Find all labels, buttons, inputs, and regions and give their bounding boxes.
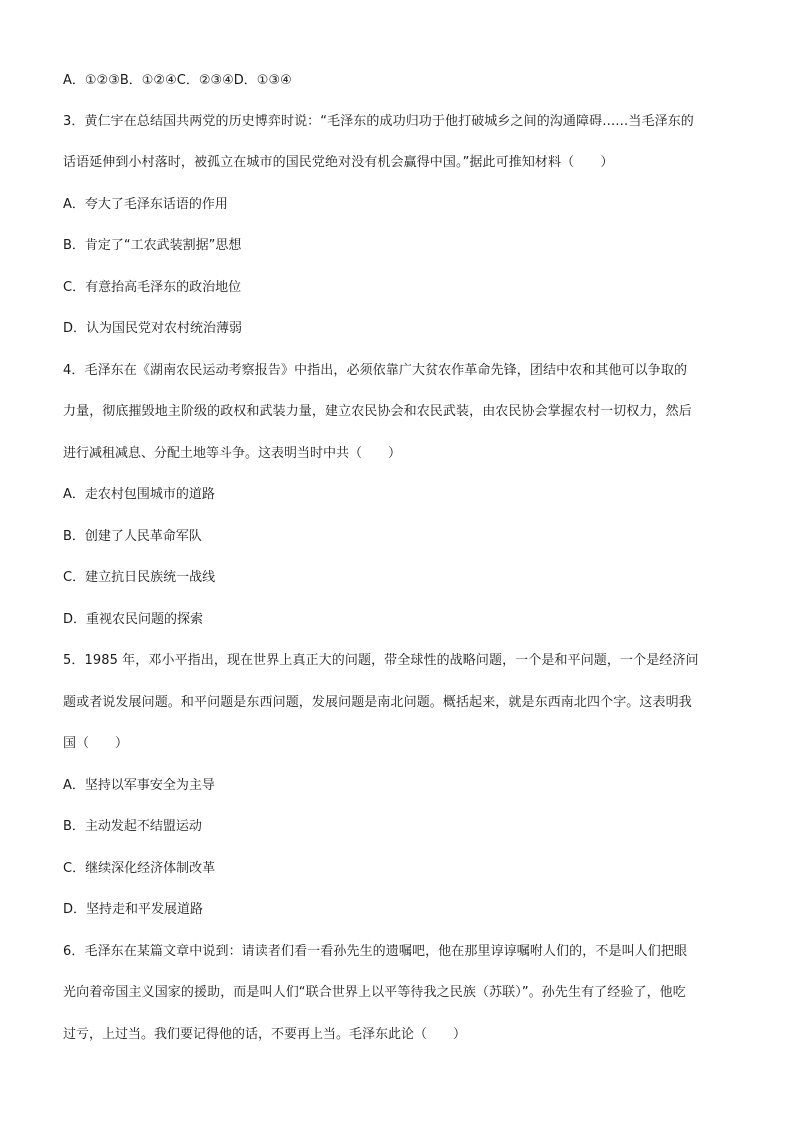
q5-option-a: A．坚持以军事安全为主导 (63, 778, 215, 793)
q4-option-b: B．创建了人民革命军队 (63, 529, 202, 544)
q5-stem-line-2: 题或者说发展问题。和平问题是东西问题，发展问题是南北问题。概括起来，就是东西南北四个字。这表明我 (63, 695, 692, 710)
q5-option-b: B．主动发起不结盟运动 (63, 819, 202, 834)
q6-stem-line-3: 过亏，上过当。我们要记得他的话，不要再上当。毛泽东此论（ ） (63, 1027, 467, 1042)
q4-option-a: A．走农村包围城市的道路 (63, 487, 215, 502)
q4-option-c: C．建立抗日民族统一战线 (63, 570, 216, 585)
q3-option-b: B．肯定了“工农武装割据”思想 (63, 238, 242, 253)
q4-option-d: D．重视农民问题的探索 (63, 612, 204, 627)
q2-options: A．①②③B．①②④C．②③④D．①③④ (63, 73, 292, 88)
q6-stem-line-1: 6．毛泽东在某篇文章中说到：请读者们看一看孙先生的遗嘱吧，他在那里谆谆嘱咐人们的，不是叫人们把眼 (63, 944, 688, 959)
q4-stem-line-2: 力量，彻底摧毁地主阶级的政权和武装力量，建立农民协会和农民武装，由农民协会掌握农村一切权力，然后 (63, 404, 692, 419)
q3-option-c: C．有意抬高毛泽东的政治地位 (63, 280, 242, 295)
q3-stem-line-2: 话语延伸到小村落时，被孤立在城市的国民党绝对没有机会赢得中国。”据此可推知材料（ ） (63, 155, 614, 170)
q6-stem-line-2: 光向着帝国主义国家的援助，而是叫人们“联合世界上以平等待我之民族（苏联）”。孙先生有了经验了，他吃 (63, 985, 686, 1000)
q5-option-d: D．坚持走和平发展道路 (63, 902, 204, 917)
q4-stem-line-3: 进行减租减息、分配土地等斗争。这表明当时中共（ ） (63, 446, 402, 461)
q3-stem-line-1: 3．黄仁宇在总结国共两党的历史博弈时说：“毛泽东的成功归功于他打破城乡之间的沟通障碍……当毛泽东的 (63, 114, 694, 129)
q4-stem-line-1: 4．毛泽东在《湖南农民运动考察报告》中指出，必须依靠广大贫农作革命先锋，团结中农和其他可以争取的 (63, 363, 688, 378)
q5-option-c: C．继续深化经济体制改革 (63, 861, 216, 876)
q5-stem-line-1: 5．1985 年，邓小平指出，现在世界上真正大的问题，带全球性的战略问题，一个是和平问题，一个是经济问 (63, 653, 699, 668)
q5-stem-line-3: 国（ ） (63, 736, 129, 751)
q3-option-a: A．夸大了毛泽东话语的作用 (63, 197, 228, 212)
q3-option-d: D．认为国民党对农村统治薄弱 (63, 321, 243, 336)
